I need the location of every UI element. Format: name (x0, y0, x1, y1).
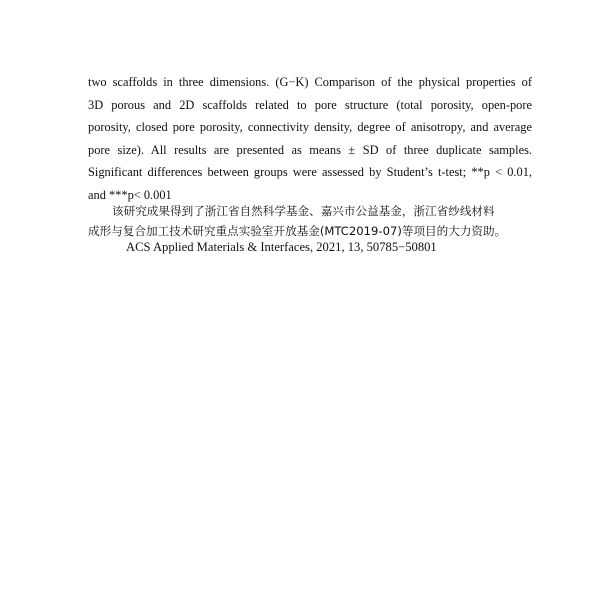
figure-caption (88, 71, 532, 207)
caption-line: porosity, closed pore porosity, connectivity density, degree of anisotropy, and average (88, 120, 532, 135)
caption-line: pore size). All results are presented as means ± SD of three duplicate samples. (88, 142, 532, 157)
caption-line: Significant differences between groups were assessed by Student’s t-test; **p < 0.01, (88, 165, 532, 180)
funding-acknowledgement (88, 201, 536, 241)
caption-line: and ***p< 0.001 (88, 187, 172, 202)
funding-line: 成形与复合加工技术研究重点实验室开放基金(MTC2019-07)等项目的大力资助。 (88, 224, 507, 238)
funding-line: 该研究成果得到了浙江省自然科学基金、嘉兴市公益基金，浙江省纱线材料 (112, 204, 495, 218)
caption-line: two scaffolds in three dimensions. (G−K) Comparison of the physical properties of (88, 75, 532, 89)
caption-line: 3D porous and 2D scaffolds related to pore structure (total porosity, open-pore (88, 97, 532, 112)
journal-citation: ACS Applied Materials & Interfaces, 2021, 13, 50785−50801 (126, 240, 437, 254)
